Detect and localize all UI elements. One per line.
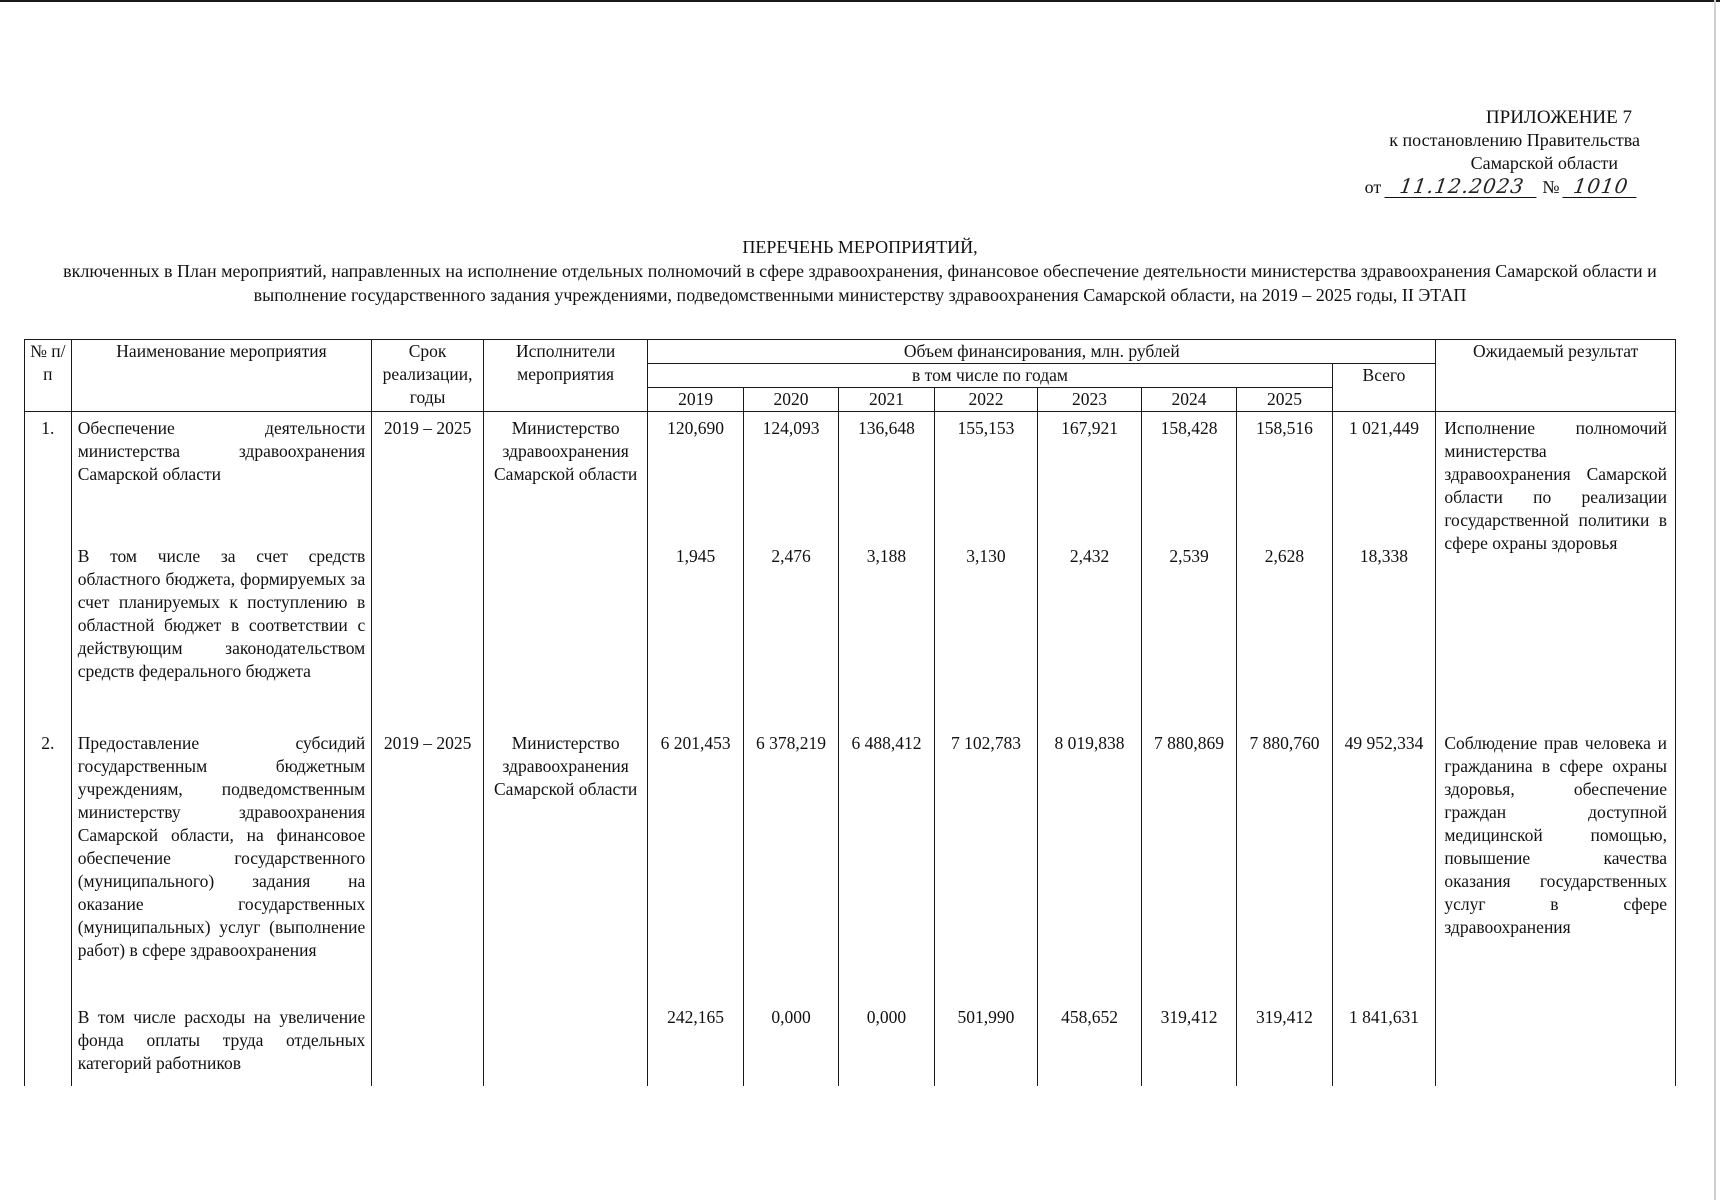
value-cell: 242,165 — [648, 1006, 743, 1086]
activities-table — [24, 339, 1676, 1086]
value-cell: 124,093 — [743, 412, 838, 546]
total-cell: 18,338 — [1332, 545, 1436, 727]
document-title: ПЕРЕЧЕНЬ МЕРОПРИЯТИЙ, — [742, 237, 978, 257]
activity-term: 2019 – 2025 — [372, 412, 484, 546]
activity-executor: Министерство здравоохранения Самарской области — [483, 727, 647, 1006]
table-header — [25, 340, 1676, 412]
handwritten-number: 1010 — [1562, 175, 1639, 198]
value-cell: 2,476 — [743, 545, 838, 727]
value-cell: 155,153 — [934, 412, 1038, 546]
header-volume: Объем финансирования, млн. рублей — [648, 340, 1436, 364]
activity-name: Предоставление субсидий государственным бюджетным учреждениям, подведомственным министерству здравоохранения Самарской области, на финансовое обеспечение государственного (муниципального) задания на оказание государственных (муниципальных) услуг (выполнение работ) в сфере здравоохранения — [71, 727, 372, 1006]
scan-top-edge — [0, 0, 1720, 2]
total-cell: 49 952,334 — [1332, 727, 1436, 1006]
value-cell: 158,428 — [1141, 412, 1236, 546]
value-cell: 2,432 — [1038, 545, 1142, 727]
value-cell: 167,921 — [1038, 412, 1142, 546]
header-result: Ожидаемый результат — [1436, 340, 1676, 412]
value-cell: 6 378,219 — [743, 727, 838, 1006]
annex-region-line: Самарской области — [1470, 153, 1618, 173]
value-cell: 120,690 — [648, 412, 743, 546]
header-year: 2025 — [1237, 388, 1332, 412]
header-year: 2023 — [1038, 388, 1142, 412]
row-number-empty — [25, 1006, 72, 1086]
annex-number-prefix: № — [1542, 177, 1560, 197]
value-cell: 458,652 — [1038, 1006, 1142, 1086]
table-subrow — [25, 1006, 1676, 1086]
executor-empty — [483, 1006, 647, 1086]
value-cell: 7 880,760 — [1237, 727, 1332, 1006]
expected-result: Соблюдение прав человека и гражданина в сфере охраны здоровья, обеспечение граждан доступной медицинской помощью, повышение качества оказания государственных услуг в сфере здравоохранения — [1436, 727, 1676, 1086]
header-year: 2020 — [743, 388, 838, 412]
value-cell: 2,539 — [1141, 545, 1236, 727]
value-cell: 0,000 — [743, 1006, 838, 1086]
header-year: 2021 — [839, 388, 934, 412]
annex-date-line — [1280, 175, 1640, 199]
value-cell: 6 201,453 — [648, 727, 743, 1006]
total-cell: 1 841,631 — [1332, 1006, 1436, 1086]
value-cell: 319,412 — [1141, 1006, 1236, 1086]
scan-right-edge — [1714, 0, 1716, 1200]
table-row — [25, 727, 1676, 1006]
activity-executor: Министерство здравоохранения Самарской области — [483, 412, 647, 546]
term-empty — [372, 545, 484, 727]
header-by-years: в том числе по годам — [648, 364, 1332, 388]
annex-date-prefix: от — [1364, 177, 1382, 197]
annex-decree-line: к постановлению Правительства — [1389, 130, 1640, 150]
value-cell: 8 019,838 — [1038, 727, 1142, 1006]
header-total: Всего — [1332, 364, 1436, 412]
subrow-name: В том числе расходы на увеличение фонда оплаты труда отдельных категорий работников — [71, 1006, 372, 1086]
value-cell: 3,130 — [934, 545, 1038, 727]
activity-term: 2019 – 2025 — [372, 727, 484, 1006]
executor-empty — [483, 545, 647, 727]
handwritten-date: 11.12.2023 — [1384, 175, 1539, 198]
total-cell: 1 021,449 — [1332, 412, 1436, 546]
value-cell: 501,990 — [934, 1006, 1038, 1086]
row-number: 1. — [25, 412, 72, 546]
row-number: 2. — [25, 727, 72, 1006]
value-cell: 0,000 — [839, 1006, 934, 1086]
table-row — [25, 412, 1676, 546]
table-subrow — [25, 545, 1676, 727]
term-empty — [372, 1006, 484, 1086]
document-subtitle: включенных в План мероприятий, направленных на исполнение отдельных полномочий в сфере здравоохранения, финансовое обеспечение деятельности министерства здравоохранения Самарской области и выполнение государственного задания учреждениями, подведомственными министерству здравоохранения Самарской области, на 2019 – 2025 годы, II ЭТАП — [63, 261, 1657, 305]
expected-result: Исполнение полномочий министерства здравоохранения Самарской области по реализации государственной политики в сфере охраны здоровья — [1436, 412, 1676, 728]
value-cell: 7 880,869 — [1141, 727, 1236, 1006]
value-cell: 6 488,412 — [839, 727, 934, 1006]
annex-block — [1280, 106, 1640, 199]
value-cell: 136,648 — [839, 412, 934, 546]
value-cell: 1,945 — [648, 545, 743, 727]
header-executors: Исполнители мероприятия — [483, 340, 647, 412]
value-cell: 7 102,783 — [934, 727, 1038, 1006]
header-name: Наименование мероприятия — [71, 340, 372, 412]
value-cell: 2,628 — [1237, 545, 1332, 727]
header-term: Срок реализации, годы — [372, 340, 484, 412]
header-no: № п/п — [25, 340, 72, 412]
value-cell: 319,412 — [1237, 1006, 1332, 1086]
value-cell: 3,188 — [839, 545, 934, 727]
activity-name: Обеспечение деятельности министерства здравоохранения Самарской области — [71, 412, 372, 546]
header-year: 2019 — [648, 388, 743, 412]
subrow-name: В том числе за счет средств областного бюджета, формируемых за счет планируемых к поступлению в областной бюджет в соответствии с действующим законодательством средств федерального бюджета — [71, 545, 372, 727]
value-cell: 158,516 — [1237, 412, 1332, 546]
annex-title: ПРИЛОЖЕНИЕ 7 — [1485, 107, 1632, 128]
header-year: 2022 — [934, 388, 1038, 412]
header-year: 2024 — [1141, 388, 1236, 412]
row-number-empty — [25, 545, 72, 727]
